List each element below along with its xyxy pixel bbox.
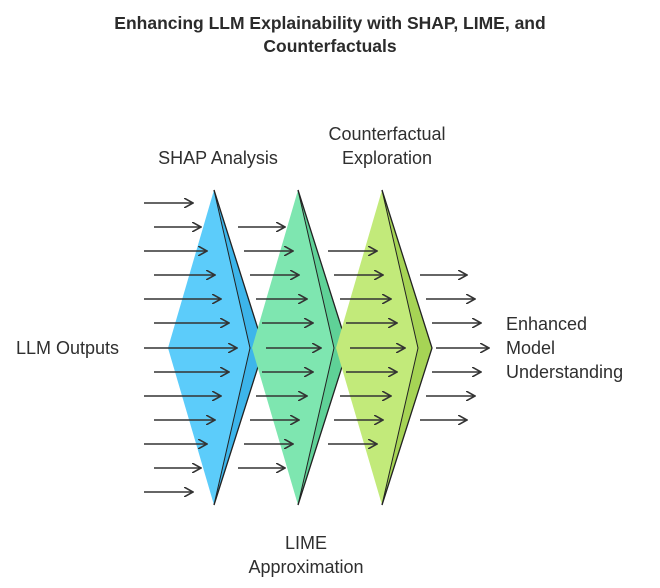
output-label-line-1: Enhanced: [506, 314, 588, 334]
title-line-2: Counterfactuals: [263, 36, 397, 56]
stage-label-lime: [226, 531, 386, 579]
output-label-line-3: Understanding: [506, 362, 624, 382]
input-label-llm-outputs: LLM Outputs: [16, 338, 120, 358]
lime-label-line-1: LIME: [284, 533, 327, 553]
counterfactual-label-line-2: Exploration: [341, 148, 433, 168]
output-label-enhanced-understanding: [506, 312, 623, 384]
title-line-1: Enhancing LLM Explainability with SHAP, LIME, and: [114, 13, 546, 33]
counterfactual-label-line-1: Counterfactual: [328, 124, 446, 144]
stage-label-shap: SHAP Analysis: [158, 148, 278, 168]
lime-label-line-2: Approximation: [248, 557, 364, 577]
stage-label-counterfactual: [302, 122, 472, 170]
output-label-line-2: Model: [506, 338, 556, 358]
